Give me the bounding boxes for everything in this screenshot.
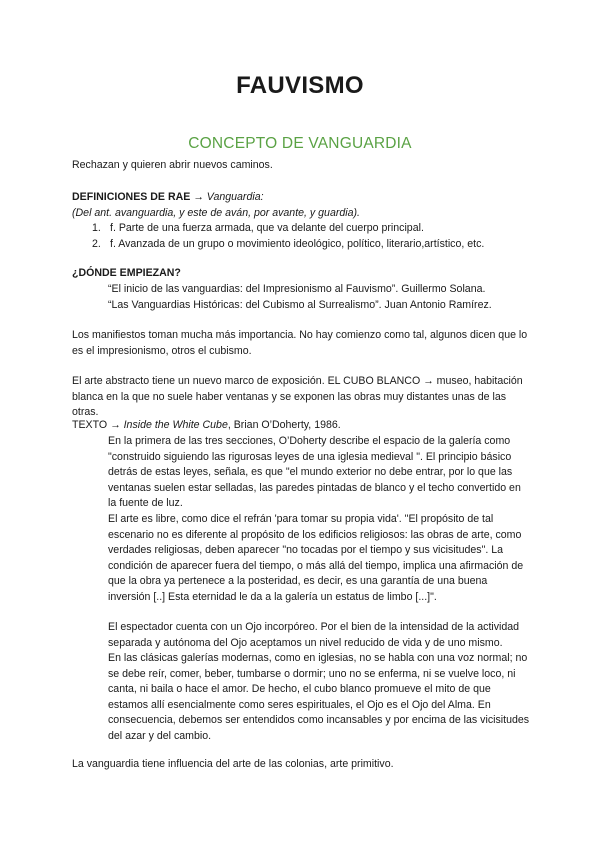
- where-quote-1: “El inicio de las vanguardias: del Impresionismo al Fauvismo”. Guillermo Solana.: [108, 283, 486, 295]
- closing-paragraph: La vanguardia tiene influencia del arte de las colonias, arte primitivo.: [72, 758, 394, 770]
- list-item: [92, 237, 532, 253]
- page-title: FAUVISMO: [236, 72, 364, 99]
- quote-paragraph-4: En las clásicas galerías modernas, como en iglesias, no se habla con una voz normal; no se debe reír, comer, beber, tumbarse o dormir; uno no se enferma, ni se vuelve loco, ni canta, ni baila o hace el amor. De hecho, el cubo blanco promueve el mito de que estamos allí esencialmente como seres espirituales, el Ojo es el Ojo del Alma. En consecuencia, debemos ser entendidos como incansables y por encima de las vicisitudes del azar y del cambio.: [108, 652, 530, 742]
- texto-label: TEXTO →: [72, 419, 124, 431]
- abstract-paragraph: El arte abstracto tiene un nuevo marco de exposición. EL CUBO BLANCO → museo, habitación blanca en la que no suele haber ventanas y se exponen las obras muy distantes unas de las otras.: [72, 375, 523, 419]
- texto-work-title: Inside the White Cube: [123, 419, 228, 431]
- where-heading: ¿DÓNDE EMPIEZAN?: [72, 267, 181, 279]
- rae-heading-label: DEFINICIONES DE RAE →: [72, 191, 207, 203]
- list-item: [92, 221, 532, 237]
- quote-paragraph-2: El arte es libre, como dice el refrán 'para tomar su propia vida'. "El propósito de tal escenario no es diferente al propósito de los edificios religiosos: las obras de arte, como verdades religiosas, deben aparecer "no tocadas por el tiempo y sus vicisitudes". La condición de aparecer fuera del tiempo, o más allá del tiempo, implica una afirmación de que la obra ya pertenece a la posteridad, es decir, es una garantía de una buena inversión [..] Esta eternidad le da a la galería un estatus de limbo [...]".: [108, 513, 524, 603]
- rae-heading-term: Vanguardia:: [206, 191, 264, 203]
- quote-paragraph-1: En la primera de las tres secciones, O’Doherty describe el espacio de la galería como "construido siguiendo las rigurosas leyes de una iglesia medieval ". El principio básico detrás de estas leyes, señala, es que "el mundo exterior no debe entrar, por lo que las ventanas suelen estar selladas, las paredes pintadas de blanco y el techo convertido en la fuente de luz.: [108, 435, 521, 510]
- quote-paragraph-3: El espectador cuenta con un Ojo incorpóreo. Por el bien de la intensidad de la actividad separada y autónoma del Ojo aceptamos un nivel reducido de vida y de uno mismo.: [108, 621, 520, 649]
- texto-reference: [72, 418, 532, 434]
- where-quote-2: “Las Vanguardias Históricas: del Cubismo al Surrealismo”. Juan Antonio Ramírez.: [108, 299, 492, 311]
- section-subtitle: CONCEPTO DE VANGUARDIA: [188, 135, 412, 152]
- rae-heading: [72, 190, 532, 206]
- list-text: f. Parte de una fuerza armada, que va delante del cuerpo principal.: [110, 222, 424, 234]
- rae-etymology: (Del ant. avanguardia, y este de aván, por avante, y guardia).: [72, 207, 360, 219]
- intro-text: Rechazan y quieren abrir nuevos caminos.: [72, 159, 273, 171]
- list-number: 2.: [92, 237, 101, 250]
- rae-definitions-list: [92, 221, 532, 252]
- list-number: 1.: [92, 222, 101, 234]
- list-text: f. Avanzada de un grupo o movimiento ideológico, político, literario,artístico, etc.: [110, 237, 485, 250]
- texto-author: , Brian O’Doherty, 1986.: [227, 419, 341, 431]
- manifestos-paragraph: Los manifiestos toman mucha más importancia. No hay comienzo como tal, algunos dicen que lo es el impresionismo, otros el cubismo.: [72, 329, 528, 357]
